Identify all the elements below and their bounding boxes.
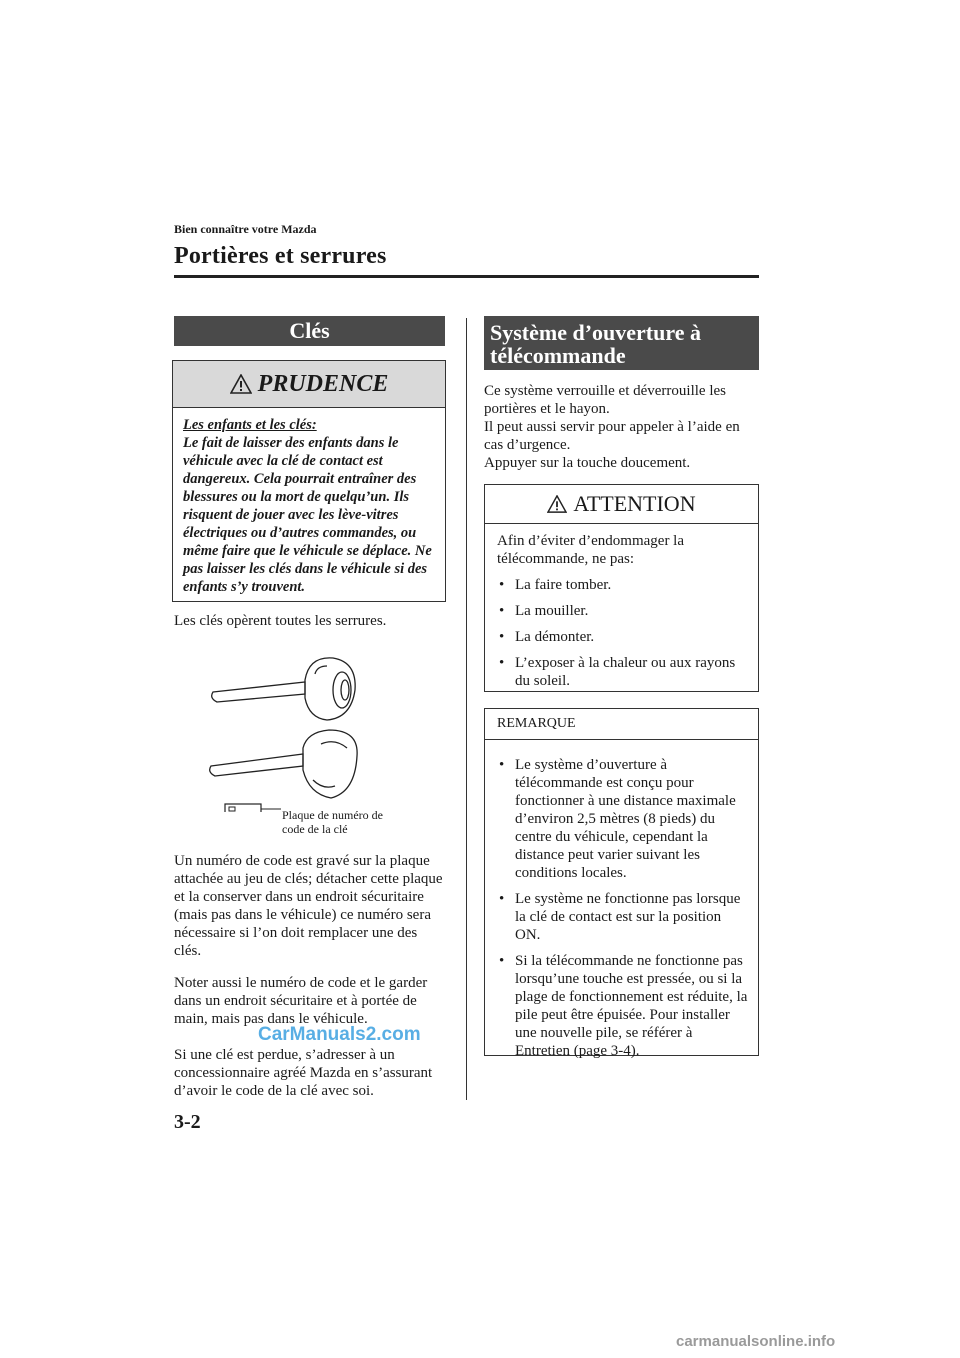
key-bottom-icon: [210, 730, 357, 798]
prudence-subtitle: Les enfants et les clés:: [183, 417, 317, 433]
keys-section-title: Clés: [174, 316, 445, 346]
remarque-list: [497, 756, 748, 1060]
watermark-text: CarManuals2.com: [258, 1024, 421, 1045]
remote-intro-2: Il peut aussi servir pour appeler à l’aide en cas d’urgence.: [484, 419, 740, 453]
list-item: • Le système ne fonctionne pas lorsque la clé de contact est sur la position ON.: [497, 890, 748, 944]
prudence-body: [173, 408, 445, 596]
list-item: • Si la télécommande ne fonctionne pas lorsqu’une touche est pressée, ou si la plage de fonctionnement est réduite, la pile peut être épuisée. Pour installer une nouvelle pile, se référer à Entretien (page 3-4).: [497, 952, 748, 1060]
keys-paragraph-3: Si une clé est perdue, s’adresser à un concessionnaire agréé Mazda en s’assurant d’avoir le code de la clé avec soi.: [174, 1047, 433, 1099]
page-number: 3-2: [174, 1111, 201, 1133]
caption-line-1: Plaque de numéro de: [282, 808, 383, 822]
remote-title-line-1: Système d’ouverture à: [490, 320, 701, 345]
keys-paragraph-2: Noter aussi le numéro de code et le garder dans un endroit sécuritaire et à portée de main, mais pas dans le véhicule.: [174, 975, 428, 1027]
keys-paragraph-1: Un numéro de code est gravé sur la plaque attachée au jeu de clés; détacher cette plaque et la conserver dans un endroit sécuritaire (mais pas dans le véhicule) ce numéro sera nécessaire si l’on doit remplacer une des clés.: [174, 853, 443, 959]
remarque-header: REMARQUE: [485, 709, 758, 740]
keys-illustration: [205, 652, 365, 812]
remote-intro-3: Appuyer sur la touche doucement.: [484, 455, 691, 471]
attention-label: ATTENTION: [573, 491, 696, 516]
column-divider: [466, 318, 467, 1100]
keys-caption: [282, 808, 383, 836]
prudence-text: Le fait de laisser des enfants dans le véhicule avec la clé de contact est dangereux. Cela pourrait entraîner des blessures ou la mort de quelqu’un. Ils risquent de jouer avec les lève-vitres électriques ou d’autres commandes, ou même faire que le véhicule se déplace. Ne pas laisser les clés dans le véhicule si des enfants s’y trouvent.: [183, 435, 432, 595]
remote-intro: [484, 382, 759, 472]
warning-triangle-icon: [547, 495, 567, 513]
attention-box: [484, 484, 759, 692]
warning-triangle-icon: [230, 374, 252, 394]
prudence-warning-box: [172, 360, 446, 602]
list-item: • Le système d’ouverture à télécommande est conçu pour fonctionner à une distance maximale d’environ 2,5 mètres (8 pieds) du centre du véhicule, cependant la distance peut varier suivant les conditions locales.: [497, 756, 748, 882]
caption-line-2: code de la clé: [282, 822, 348, 836]
list-item: • La faire tomber.: [497, 576, 748, 594]
list-item: • La mouiller.: [497, 602, 748, 620]
remarque-body: [485, 740, 758, 1060]
remarque-box: [484, 708, 759, 1059]
attention-body: [485, 524, 758, 690]
list-item: • La démonter.: [497, 628, 748, 646]
footer-site-watermark: carmanualsonline.info: [676, 1333, 836, 1350]
attention-list: [497, 576, 748, 690]
remote-section-title: [484, 316, 759, 370]
header-rule: [174, 275, 759, 278]
remote-title-line-2: télécommande: [490, 343, 626, 368]
section-label: Bien connaître votre Mazda: [174, 222, 317, 236]
prudence-header: [173, 361, 445, 408]
key-top-icon: [212, 658, 355, 720]
keys-intro: Les clés opèrent toutes les serrures.: [174, 613, 387, 629]
remote-intro-1: Ce système verrouille et déverrouille les portières et le hayon.: [484, 383, 726, 417]
attention-header: [485, 485, 758, 524]
attention-lead: Afin d’éviter d’endommager la télécommande, ne pas:: [497, 533, 685, 567]
page-title: Portières et serrures: [174, 243, 387, 269]
prudence-label: PRUDENCE: [257, 370, 389, 397]
list-item: • L’exposer à la chaleur ou aux rayons du soleil.: [497, 654, 748, 690]
